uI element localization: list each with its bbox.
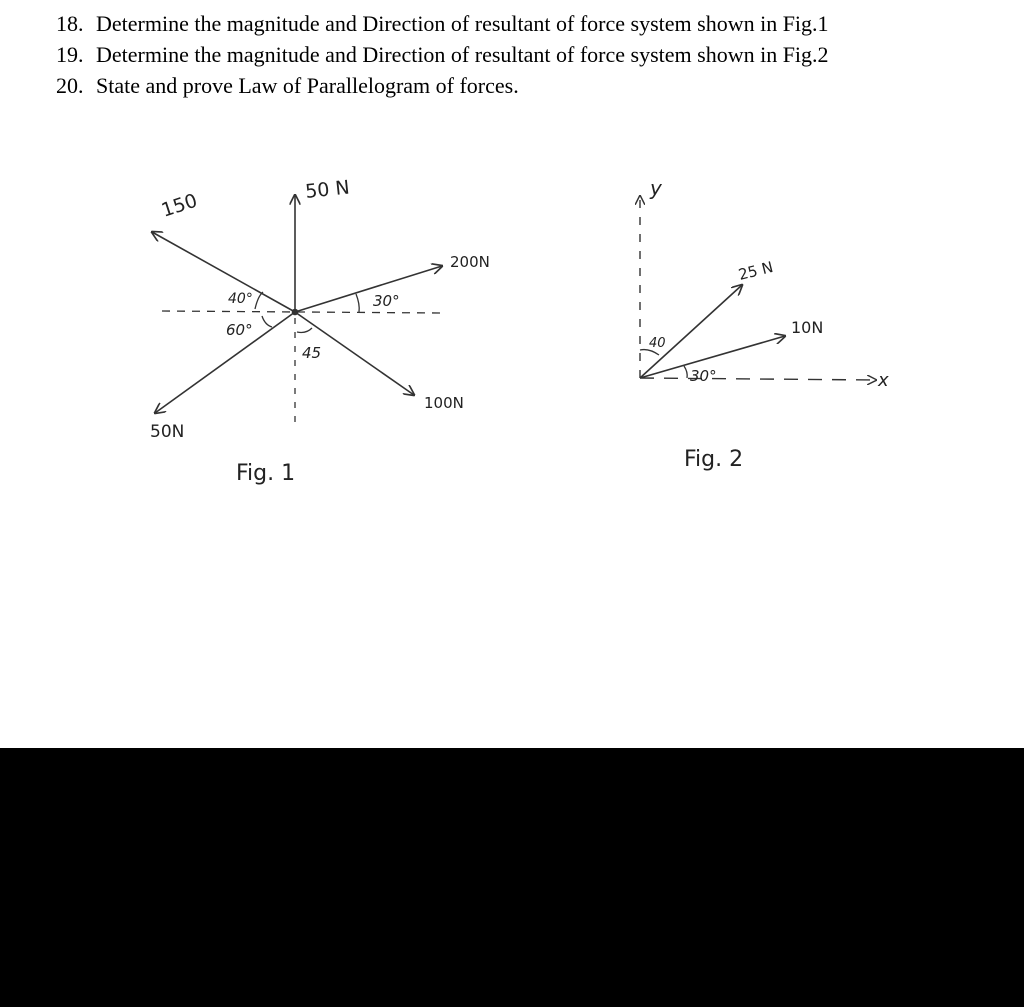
fig1-angle-arc-60	[262, 316, 272, 327]
fig1-label-100n: 100N	[424, 394, 464, 412]
fig1-angle-30: 30°	[373, 292, 400, 310]
fig1-label-200n: 200N	[450, 253, 490, 271]
fig2-angle-30: 30°	[690, 367, 717, 385]
question-20	[56, 70, 996, 101]
fig1-label-50n-down: 50N	[150, 422, 185, 442]
question-text: Determine the magnitude and Direction of resultant of force system shown in Fig.1	[96, 11, 829, 36]
figure-2	[640, 196, 876, 380]
fig1-angle-45: 45	[302, 344, 322, 362]
question-number: 19.	[56, 42, 84, 67]
fig1-angle-40: 40°	[228, 291, 253, 307]
fig1-force-50-down-arrow	[155, 312, 295, 413]
fig1-caption: Fig. 1	[236, 461, 296, 486]
black-band	[0, 748, 1024, 1007]
fig1-angle-arc-45	[297, 328, 312, 333]
fig2-angle-arc-30	[684, 366, 687, 378]
question-number: 18.	[56, 11, 84, 36]
figures-canvas	[0, 140, 1024, 520]
question-19	[56, 39, 996, 70]
fig1-force-150-arrow	[152, 232, 295, 312]
fig2-caption: Fig. 2	[684, 447, 744, 472]
fig2-x-axis	[640, 378, 876, 380]
fig1-angle-60: 60°	[226, 321, 253, 339]
fig2-label-25n: 25 N	[736, 257, 776, 284]
fig1-origin-dot	[293, 310, 298, 315]
fig2-label-10n: 10N	[791, 318, 824, 337]
fig2-angle-40: 40	[649, 336, 666, 351]
fig2-axis-y-label: y	[650, 176, 662, 200]
question-text: State and prove Law of Parallelogram of forces.	[96, 73, 519, 98]
fig1-force-200-arrow	[295, 266, 442, 312]
fig1-horizontal-reference	[162, 311, 442, 313]
question-18	[56, 8, 996, 39]
question-text: Determine the magnitude and Direction of resultant of force system shown in Fig.2	[96, 42, 829, 67]
question-list	[56, 8, 996, 101]
fig1-label-150: 150	[158, 189, 201, 222]
fig2-axis-x-label: x	[878, 370, 889, 391]
question-number: 20.	[56, 73, 84, 98]
fig1-angle-arc-30	[356, 294, 359, 312]
fig1-label-50n-up: 50 N	[304, 176, 351, 203]
fig1-angle-arc-40	[255, 292, 263, 309]
figure-1	[152, 195, 442, 425]
